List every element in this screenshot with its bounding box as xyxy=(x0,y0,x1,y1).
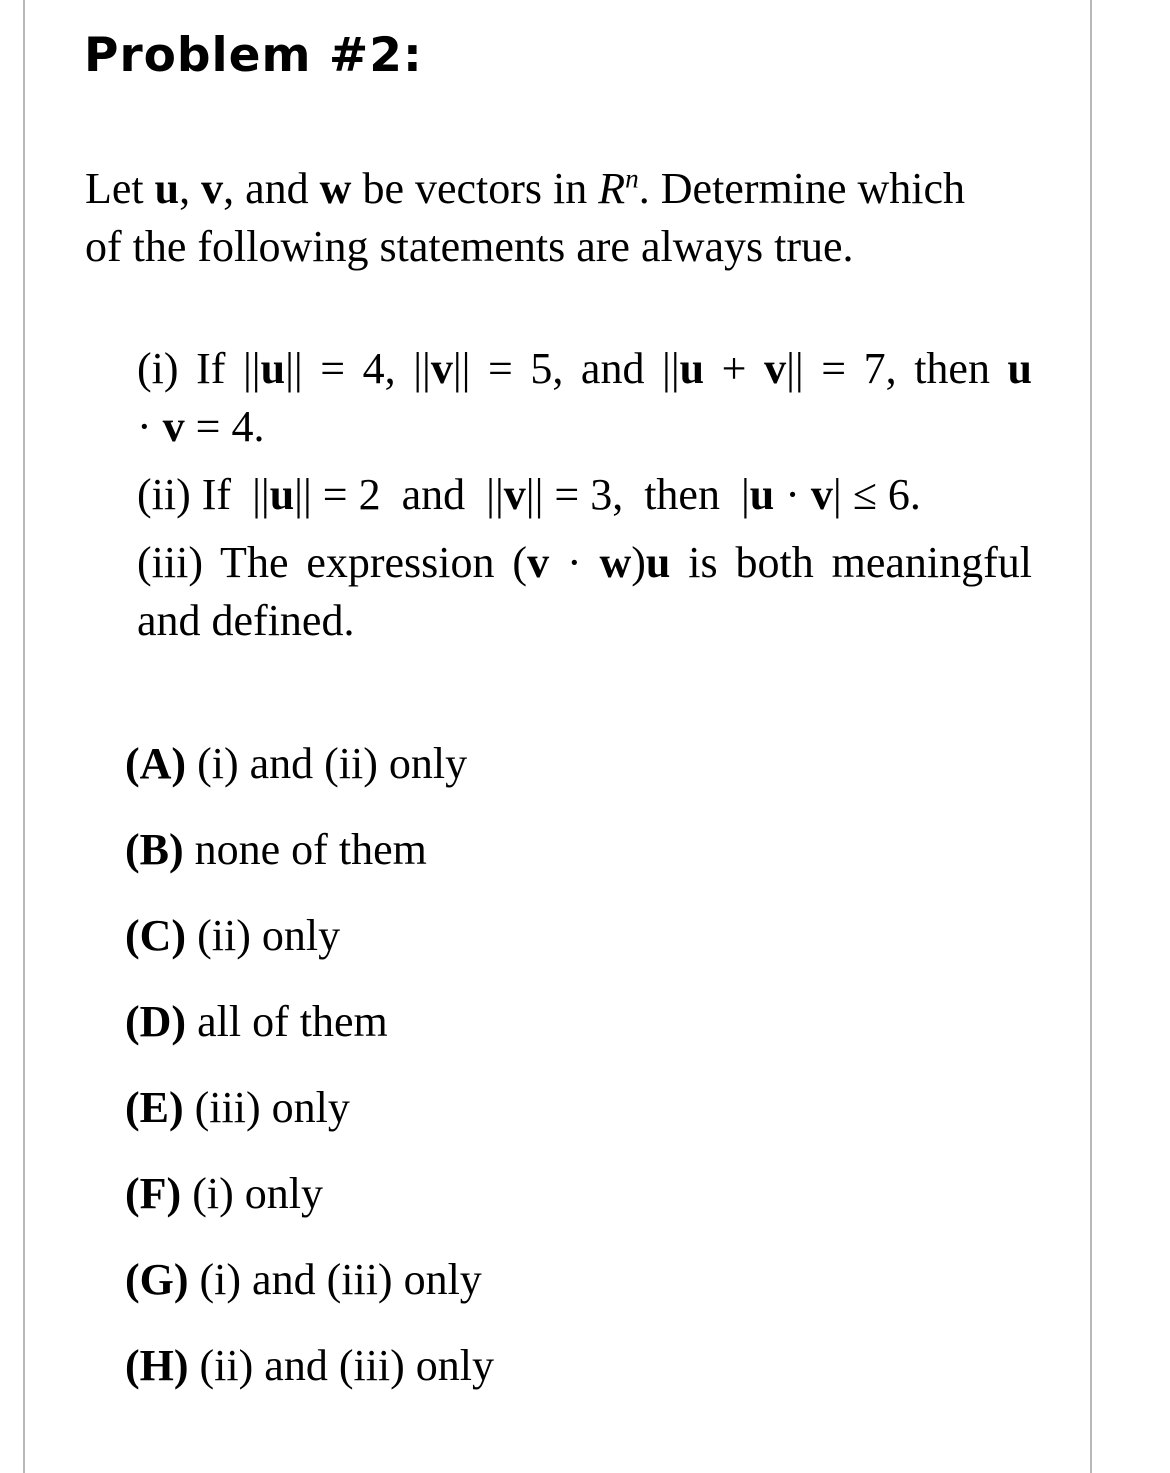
dot-operator: · xyxy=(137,402,152,451)
norm-equals: || = 5, and xyxy=(452,344,645,393)
option-h[interactable] xyxy=(125,1337,494,1423)
paren-close: ) xyxy=(631,538,646,587)
vector-v: v xyxy=(201,164,224,213)
option-d[interactable] xyxy=(125,993,494,1079)
option-text: (iii) only xyxy=(194,1083,350,1132)
intro-and: , and xyxy=(223,164,309,213)
norm-equals: || = 7, xyxy=(786,344,897,393)
option-b[interactable] xyxy=(125,821,494,907)
statement-i-line-2 xyxy=(137,398,1032,456)
option-f[interactable] xyxy=(125,1165,494,1251)
norm-bars: || xyxy=(252,470,270,519)
statement-i xyxy=(137,340,1032,456)
dot-operator: · xyxy=(549,538,600,587)
option-letter: (B) xyxy=(125,825,184,874)
problem-intro xyxy=(85,160,1075,276)
then-word: then xyxy=(914,344,990,393)
intro-comma: , xyxy=(179,164,191,213)
vector-v: v xyxy=(430,344,453,393)
option-c[interactable] xyxy=(125,907,494,993)
option-text: all of them xyxy=(197,997,388,1046)
statement-label: (iii) The expression xyxy=(137,538,495,587)
norm-bars: || xyxy=(662,344,680,393)
left-border xyxy=(23,0,25,1473)
norm-equals: || = 4, || xyxy=(285,344,431,393)
vector-v: v xyxy=(764,344,787,393)
option-text: (ii) and (iii) only xyxy=(199,1341,495,1390)
and-word: and xyxy=(401,470,466,519)
statement-iii-line-2: and defined. xyxy=(137,596,355,645)
option-letter: (A) xyxy=(125,739,187,788)
norm-equals: || = 3, xyxy=(525,470,624,519)
vector-w: w xyxy=(319,164,352,213)
vector-v: v xyxy=(527,538,550,587)
option-e[interactable] xyxy=(125,1079,494,1165)
option-text: (i) and (iii) only xyxy=(199,1255,482,1304)
statement-label: (ii) If xyxy=(137,470,232,519)
intro-be-vectors-in: be vectors in xyxy=(362,164,588,213)
option-a[interactable] xyxy=(125,735,494,821)
vector-u: u xyxy=(154,164,180,213)
statement-i-line-1 xyxy=(137,340,1032,398)
vector-w: w xyxy=(599,538,632,587)
plus-sign: + xyxy=(704,344,765,393)
vector-v: v xyxy=(162,402,185,451)
option-g[interactable] xyxy=(125,1251,494,1337)
option-letter: (H) xyxy=(125,1341,189,1390)
intro-let: Let xyxy=(85,164,144,213)
statement-ii xyxy=(137,466,1032,524)
statement-label: (i) If xyxy=(137,344,226,393)
statement-iii-line-1 xyxy=(137,534,1032,592)
statement-rest: is both meaningful xyxy=(688,538,1033,587)
abs-bar: | xyxy=(740,470,750,519)
then-word: then xyxy=(644,470,720,519)
option-text: (i) only xyxy=(192,1169,323,1218)
norm-equals: || = 2 xyxy=(294,470,381,519)
right-border xyxy=(1090,0,1092,1473)
vector-v: v xyxy=(810,470,833,519)
space-exponent: n xyxy=(625,163,639,194)
option-letter: (D) xyxy=(125,997,187,1046)
result-equals: = 4. xyxy=(195,402,265,451)
abs-bar-le: | ≤ 6. xyxy=(832,470,921,519)
vector-v: v xyxy=(503,470,526,519)
problem-title: Problem #2: xyxy=(84,28,423,83)
vector-u: u xyxy=(260,344,286,393)
intro-determine: . Determine which xyxy=(638,164,965,213)
norm-bars: || xyxy=(486,470,504,519)
answer-options xyxy=(125,735,494,1423)
statement-ii-line-1 xyxy=(137,466,1032,524)
vector-u: u xyxy=(1007,344,1032,393)
space-r: R xyxy=(598,164,626,213)
option-text: (i) and (ii) only xyxy=(197,739,468,788)
option-letter: (C) xyxy=(125,911,187,960)
option-text: none of them xyxy=(194,825,427,874)
statement-iii xyxy=(137,534,1032,650)
intro-line-2: of the following statements are always true. xyxy=(85,222,854,271)
vector-u: u xyxy=(749,470,775,519)
option-letter: (F) xyxy=(125,1169,182,1218)
vector-u: u xyxy=(645,538,671,587)
vector-u: u xyxy=(679,344,705,393)
paren-open: ( xyxy=(512,538,528,587)
norm-bars: || xyxy=(242,344,261,393)
statements-list xyxy=(137,340,1032,650)
option-letter: (E) xyxy=(125,1083,184,1132)
intro-line-1 xyxy=(85,160,1075,218)
vector-u: u xyxy=(269,470,295,519)
dot-operator: · xyxy=(774,470,811,519)
option-letter: (G) xyxy=(125,1255,189,1304)
option-text: (ii) only xyxy=(197,911,341,960)
